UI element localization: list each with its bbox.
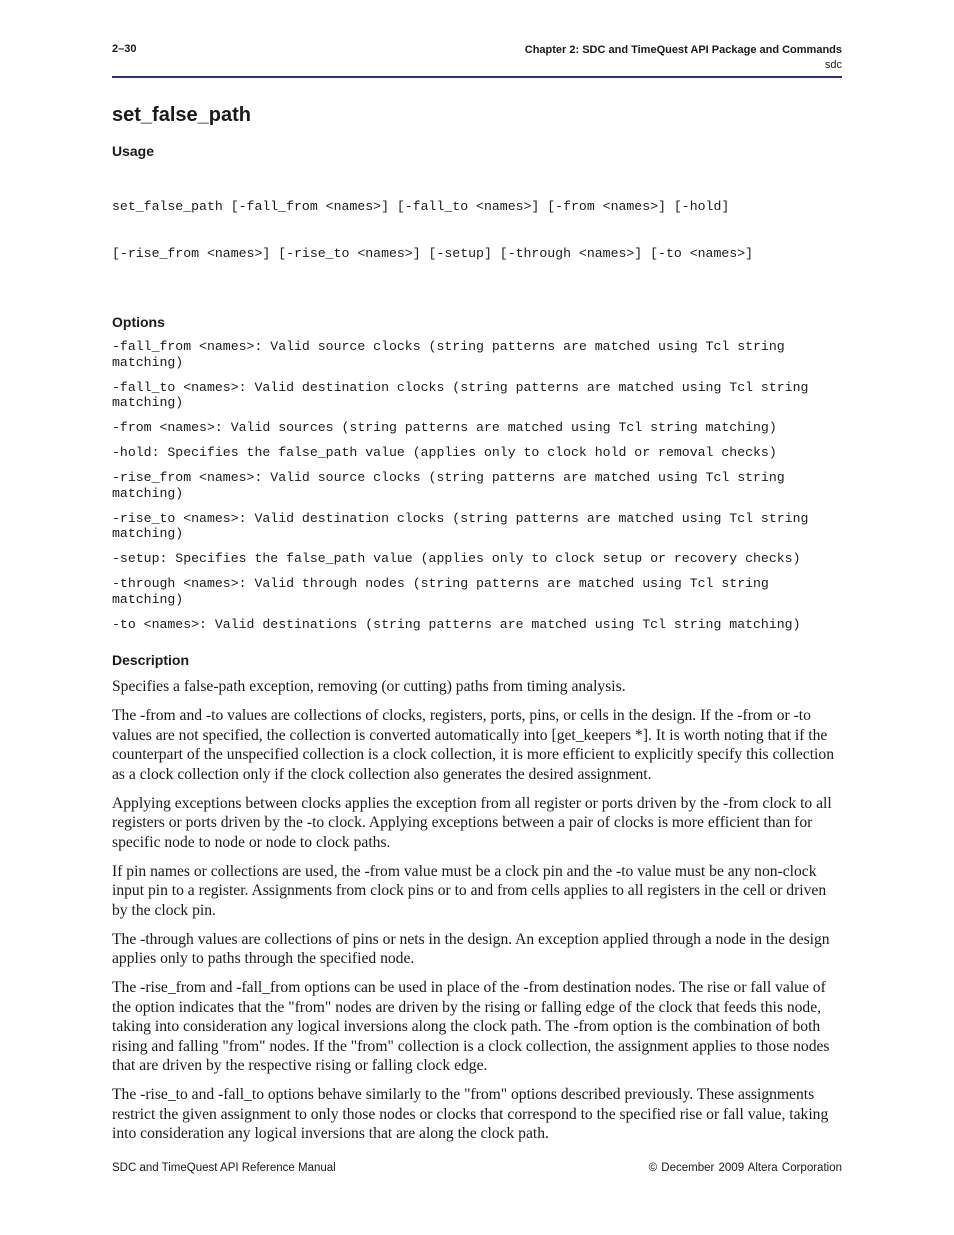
description-paragraph: Applying exceptions between clocks applies the exception from all register or ports driven by the -from clock to all registers or ports driven by the -to clock. Applying exceptions between a pair of clocks is more efficient than for specific node to node or node to clock paths. — [112, 794, 832, 851]
usage-heading: Usage — [112, 143, 155, 159]
options-heading: Options — [112, 314, 165, 330]
options-list — [112, 339, 844, 632]
option-rise-to: -rise_to <names>: Valid destination clocks (string patterns are matched using Tcl string matching) — [112, 510, 817, 541]
usage-block — [112, 168, 844, 292]
description-paragraph: The -rise_to and -fall_to options behave similarly to the "from" options described previously. These assignments restrict the given assignment to only those nodes or clocks that correspond to the specified rise or fall value, taking into consideration any logical inversions that are along the clock path. — [112, 1086, 829, 1142]
header-divider — [112, 76, 842, 78]
description-paragraph: Specifies a false-path exception, removing (or cutting) paths from timing analysis. — [112, 678, 626, 695]
option-fall-from: -fall_from <names>: Valid source clocks (string patterns are matched using Tcl string matching) — [112, 339, 793, 370]
option-rise-from: -rise_from <names>: Valid source clocks (string patterns are matched using Tcl string matching) — [112, 470, 793, 501]
option-through: -through <names>: Valid through nodes (string patterns are matched using Tcl string matching) — [112, 576, 777, 607]
page-number: 2–30 — [112, 43, 137, 55]
option-setup: -setup: Specifies the false_path value (applies only to clock setup or recovery checks) — [112, 551, 801, 566]
usage-line: set_false_path [-fall_from <names>] [-fall_to <names>] [-from <names>] [-hold] — [112, 199, 730, 214]
description-heading: Description — [112, 652, 190, 668]
command-title: set_false_path — [112, 104, 251, 126]
running-header — [525, 43, 842, 73]
description-body — [112, 677, 844, 1144]
option-to: -to <names>: Valid destinations (string patterns are matched using Tcl string matching) — [112, 616, 801, 632]
chapter-title: Chapter 2: SDC and TimeQuest API Package and Commands — [524, 44, 842, 56]
description-paragraph: If pin names or collections are used, the -from value must be a clock pin and the -to value must be any non-clock input pin to a register. Assignments from clock pins or to and from cells applies to all registers in the cell or driven by the clock pin. — [112, 862, 827, 919]
description-paragraph: The -from and -to values are collections of clocks, registers, ports, pins, or cells in the design. If the -from or -to values are not specified, the collection is converted automatically into [get_keepers *]. It is worth noting that if the counterpart of the unspecified collection is a clock collection, it is more efficient to explicitly specify this collection as a clock collection only if the clock collection also generates the desired assignment. — [112, 707, 834, 783]
usage-line: [-rise_from <names>] [-rise_to <names>] [-setup] [-through <names>] [-to <names>] — [112, 245, 754, 261]
section-name: sdc — [824, 59, 842, 71]
page-body — [112, 104, 844, 1153]
option-from: -from <names>: Valid sources (string patterns are matched using Tcl string matching) — [112, 420, 777, 435]
option-hold: -hold: Specifies the false_path value (applies only to clock hold or removal checks) — [112, 445, 777, 460]
footer-manual-title: SDC and TimeQuest API Reference Manual — [112, 1162, 336, 1174]
footer-copyright: © December 2009 Altera Corporation — [648, 1162, 842, 1174]
option-fall-to: -fall_to <names>: Valid destination clocks (string patterns are matched using Tcl string matching) — [112, 379, 817, 410]
description-paragraph: The -rise_from and -fall_from options can be used in place of the -from destination nodes. The rise or fall value of the option indicates that the "from" nodes are driven by the rising or falling edge of the clock that feeds this node, taking into consideration any logical inversions along the clock path. The -from option is the combination of both rising and falling "from" nodes. If the "from" collection is a clock collection, the assignment applies to those nodes that are driven by the respective rising or falling clock edge. — [112, 979, 830, 1074]
description-paragraph: The -through values are collections of pins or nets in the design. An exception applied through a node in the design applies only to paths through the specified node. — [112, 930, 830, 967]
